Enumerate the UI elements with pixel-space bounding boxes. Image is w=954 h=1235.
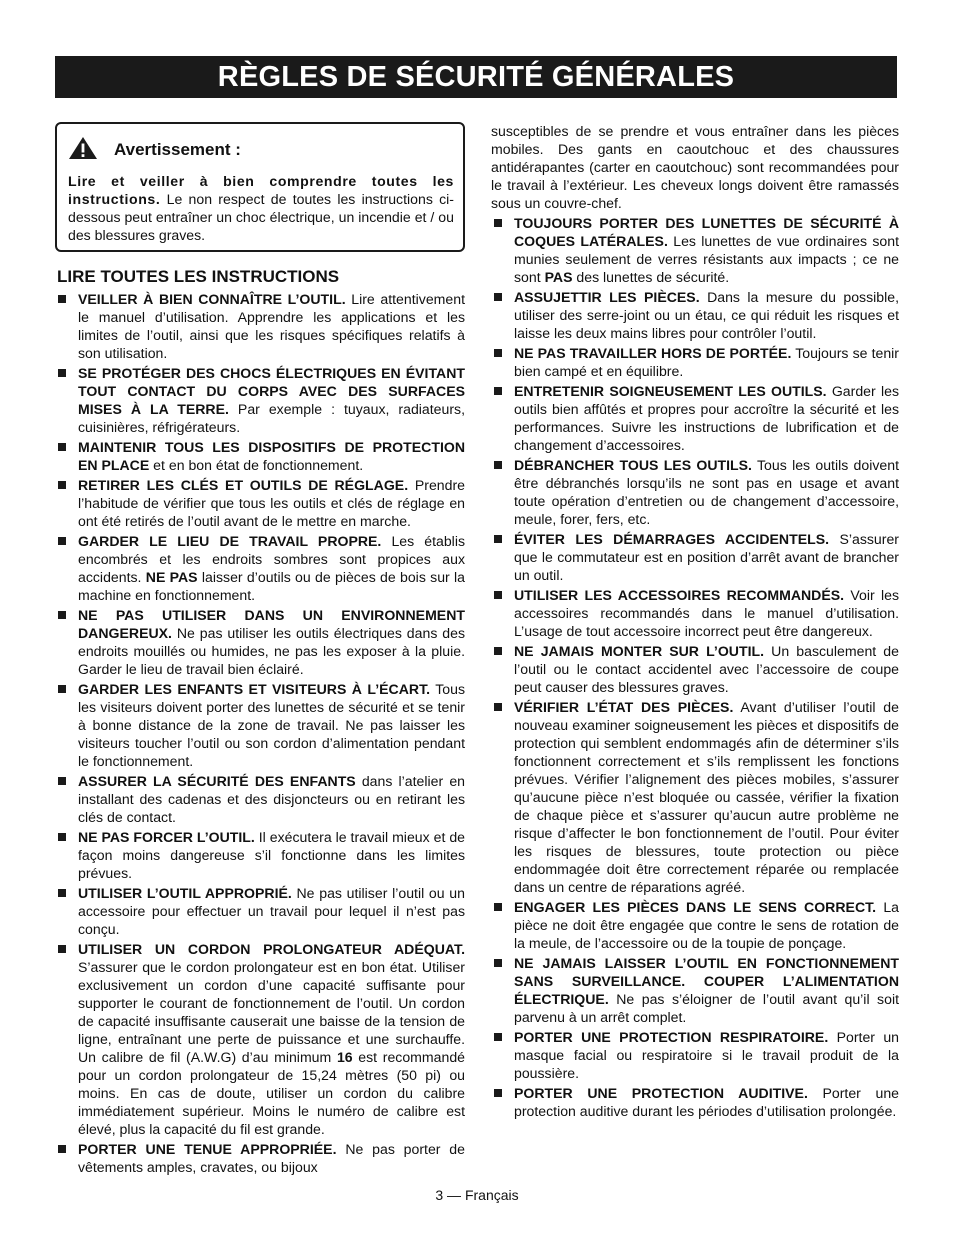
- left-rules-list: [55, 290, 465, 1176]
- rule-emphasis: 16: [336, 1049, 353, 1065]
- rule-text: Avant d’utiliser l’outil de nouveau examiner soigneusement les pièces et dispositifs de protection qui semblent endommagés afin de déterminer s’ils fonctionnent correctement et s’ils remplissent les fonctions prévues. Vérifier l’alignement des pièces mobiles, s’assurer qu’aucune pièce n’est bloquée ou cassée, vérifier la fixation de chaque pièce et s’assurer qu’aucun autre problème ne risque d’affecter le bon fonctionnement de l’outil. Pour éviter les risques de blessures, toute protection ou pièce endommagée doit être correctement réparée ou remplacée dans un centre de réparations agréé.: [514, 699, 899, 895]
- rule-lead: UTILISER UN CORDON PROLONGATEUR ADÉQUAT.: [78, 941, 465, 957]
- square-bullet-icon: [494, 591, 502, 599]
- rule-lead: NE PAS TRAVAILLER HORS DE PORTÉE.: [514, 345, 792, 361]
- rule-text: Par exemple : tuyaux, radiateurs, cuisinières, réfrigérateurs.: [78, 401, 465, 435]
- rule-text: Il exécutera le travail mieux et de façon moins dangereuse s’il fonctionne dans les limites prévues.: [78, 829, 465, 881]
- safety-rule: [55, 1140, 465, 1176]
- rule-lead: TOUJOURS PORTER DES LUNETTES DE SÉCURITÉ À COQUES LATÉRALES.: [514, 215, 899, 249]
- square-bullet-icon: [58, 945, 66, 953]
- rule-text: Ne pas utiliser l’outil ou un accessoire pour effectuer un travail pour lequel il n’est pas conçu.: [78, 885, 465, 937]
- rule-lead: ENTRETENIR SOIGNEUSEMENT LES OUTILS.: [514, 383, 827, 399]
- square-bullet-icon: [58, 833, 66, 841]
- rule-lead: PORTER UNE PROTECTION RESPIRATOIRE.: [514, 1029, 829, 1045]
- rule-lead: NE JAMAIS LAISSER L’OUTIL EN FONCTIONNEMENT SANS SURVEILLANCE. COUPER L’ALIMENTATION ÉLECTRIQUE.: [514, 955, 899, 1007]
- safety-rule: [491, 586, 899, 640]
- page-footer: 3 — Français: [435, 1187, 519, 1203]
- square-bullet-icon: [494, 1033, 502, 1041]
- rule-lead: MAINTENIR TOUS LES DISPOSITIFS DE PROTECTION EN PLACE: [78, 439, 465, 473]
- rule-text: Porter une protection auditive durant les périodes d’utilisation prolongée.: [514, 1085, 900, 1119]
- rule-emphasis: PAS: [544, 269, 573, 285]
- rule-text: Un basculement de l’outil ou le contact accidentel avec l’accessoire de coupe peut causer des blessures graves.: [514, 643, 899, 695]
- rule-lead: ÉVITER LES DÉMARRAGES ACCIDENTELS.: [514, 531, 830, 547]
- safety-rule: [491, 214, 899, 286]
- rule-lead: UTILISER L’OUTIL APPROPRIÉ.: [78, 885, 292, 901]
- square-bullet-icon: [494, 903, 502, 911]
- square-bullet-icon: [58, 481, 66, 489]
- safety-rule: [55, 884, 465, 938]
- rule-lead: SE PROTÉGER DES CHOCS ÉLECTRIQUES EN ÉVITANT TOUT CONTACT DU CORPS AVEC DES SURFACES MISES À LA TERRE.: [78, 365, 465, 417]
- safety-rule: [491, 698, 899, 896]
- rule-text: Les établis encombrés et les endroits sombres sont propices aux accidents.: [78, 533, 465, 585]
- warning-header: [68, 136, 454, 164]
- square-bullet-icon: [58, 685, 66, 693]
- square-bullet-icon: [494, 703, 502, 711]
- rule-lead: DÉBRANCHER TOUS LES OUTILS.: [514, 457, 752, 473]
- warning-body: Le non respect de toutes les instructions ci-dessous peut entraîner un choc électrique, un incendie et / ou des blessures graves.: [68, 191, 454, 243]
- rule-text: Prendre l’habitude de vérifier que tous les outils et clés de réglage en ont été retirés de l’outil avant de le mettre en marche.: [78, 477, 465, 529]
- rule-text: Porter un masque facial ou respiratoire si le travail produit de la poussière.: [514, 1029, 899, 1081]
- rule-text: Ne pas porter de vêtements amples, cravates, ou bijoux: [78, 1141, 465, 1175]
- square-bullet-icon: [58, 369, 66, 377]
- rule-text: Voir les accessoires recommandés dans le manuel d’utilisation. L’usage de tout accessoire incorrect peut être dangereux.: [514, 587, 899, 639]
- rule-lead: RETIRER LES CLÉS ET OUTILS DE RÉGLAGE.: [78, 477, 409, 493]
- rule-lead: PORTER UNE PROTECTION AUDITIVE.: [514, 1085, 808, 1101]
- safety-rule: [491, 382, 899, 454]
- rule-text: et en bon état de fonctionnement.: [149, 457, 364, 473]
- rule-lead: GARDER LES ENFANTS ET VISITEURS À L’ÉCART.: [78, 681, 431, 697]
- square-bullet-icon: [494, 349, 502, 357]
- rule-lead: ASSURER LA SÉCURITÉ DES ENFANTS: [78, 773, 356, 789]
- rule-text: S’assurer que le commutateur est en position d’arrêt avant de brancher un outil.: [514, 531, 899, 583]
- square-bullet-icon: [494, 293, 502, 301]
- warning-box: [55, 122, 465, 252]
- square-bullet-icon: [494, 1089, 502, 1097]
- square-bullet-icon: [58, 295, 66, 303]
- square-bullet-icon: [58, 537, 66, 545]
- safety-rule: [491, 456, 899, 528]
- safety-rule: [55, 532, 465, 604]
- rule-text: Tous les outils doivent être débranchés lorsqu’ils ne sont pas en usage et avant toute opération d’entretien ou de changement d’accessoire, meule, forer, fers, etc.: [514, 457, 899, 527]
- rule-text: La pièce ne doit être engagée que contre le sens de rotation de la meule, de l’accessoire ou de la toupie de ponçage.: [514, 899, 899, 951]
- page-title-bar: [55, 56, 897, 98]
- rule-text: Ne pas utiliser les outils électriques dans des endroits mouillés ou humides, ne pas les exposer à la pluie. Garder le lieu de travail bien éclairé.: [78, 625, 465, 677]
- rule-text: Les lunettes de vue ordinaires sont munies seulement de verres résistants aux impacts ; ce ne sont: [514, 233, 899, 285]
- square-bullet-icon: [494, 959, 502, 967]
- rule-text: dans l’atelier en installant des cadenas et des disjoncteurs ou en retirant les clés de contact.: [78, 773, 465, 825]
- safety-rule: [55, 940, 465, 1138]
- safety-rule: [55, 606, 465, 678]
- warning-text: [68, 172, 454, 244]
- left-column: [55, 122, 465, 1178]
- rule-text: Lire attentivement le manuel d’utilisation. Apprendre les applications et les limites de l’outil, ainsi que les risques spécifiques relatifs à son utilisation.: [78, 291, 465, 361]
- warning-title: Avertissement :: [114, 140, 241, 159]
- safety-rule: [55, 680, 465, 770]
- rule-text: des lunettes de sécurité.: [572, 269, 730, 285]
- rule-lead: ASSUJETTIR LES PIÈCES.: [514, 289, 700, 305]
- rule-lead: ENGAGER LES PIÈCES DANS LE SENS CORRECT.: [514, 899, 877, 915]
- square-bullet-icon: [58, 889, 66, 897]
- rule-lead: VEILLER À BIEN CONNAÎTRE L’OUTIL.: [78, 291, 346, 307]
- safety-rule: [491, 344, 899, 380]
- rule-lead: VÉRIFIER L’ÉTAT DES PIÈCES.: [514, 699, 734, 715]
- rule-text: Tous les visiteurs doivent porter des lunettes de sécurité et se tenir à bonne distance de la zone de travail. Ne pas laisser les visiteurs toucher l’outil ou son cordon d’alimentation pendant le fonctionnement.: [78, 681, 466, 769]
- rule-lead: NE PAS UTILISER DANS UN ENVIRONNEMENT DANGEREUX.: [78, 607, 465, 641]
- rule-text: est recommandé pour un cordon prolongateur de 15,24 mètres (50 pi) ou moins. En cas de doute, utiliser un cordon du calibre immédiatement supérieur. Moins le numéro de calibre est élevé, plus la capacité du fil est grande.: [78, 1049, 465, 1137]
- rule-lead: PORTER UNE TENUE APPROPRIÉE.: [78, 1141, 337, 1157]
- rule-lead: GARDER LE LIEU DE TRAVAIL PROPRE.: [78, 533, 382, 549]
- page-title: RÈGLES DE SÉCURITÉ GÉNÉRALES: [217, 60, 735, 93]
- rule-text: Ne pas s’éloigner de l’outil avant qu’il soit parvenu à un arrêt complet.: [514, 991, 899, 1025]
- section-heading: LIRE TOUTES LES INSTRUCTIONS: [57, 267, 340, 286]
- square-bullet-icon: [494, 535, 502, 543]
- warning-triangle-icon: [68, 136, 114, 164]
- right-rules-list: [491, 214, 899, 1120]
- rule-lead: UTILISER LES ACCESSOIRES RECOMMANDÉS.: [514, 587, 845, 603]
- safety-rule: [491, 530, 899, 584]
- square-bullet-icon: [58, 443, 66, 451]
- square-bullet-icon: [58, 611, 66, 619]
- safety-rule: [491, 898, 899, 952]
- rule-lead: NE JAMAIS MONTER SUR L’OUTIL.: [514, 643, 765, 659]
- continued-text: susceptibles de se prendre et vous entraîner dans les pièces mobiles. Des gants en caoutchouc et des chaussures antidérapantes (carter en caoutchouc) sont recommandées pour le travail à l’extérieur. Les cheveux longs doivent être ramassés sous un couvre-chef.: [491, 123, 899, 211]
- square-bullet-icon: [494, 461, 502, 469]
- square-bullet-icon: [58, 777, 66, 785]
- rule-text: laisser d’outils ou de pièces de bois sur la machine en fonctionnement.: [78, 569, 466, 603]
- safety-rule: [491, 642, 899, 696]
- safety-rule: [491, 954, 899, 1026]
- square-bullet-icon: [494, 219, 502, 227]
- square-bullet-icon: [58, 1145, 66, 1153]
- safety-rule: [55, 438, 465, 474]
- safety-rule: [491, 1028, 899, 1082]
- right-column: [491, 122, 899, 1122]
- rule-text: Dans la mesure du possible, utiliser des serre-joint ou un étau, ce qui réduit les risques et laisse les deux mains libres pour contrôler l’outil.: [514, 289, 900, 341]
- rule-emphasis: NE PAS: [145, 569, 198, 585]
- safety-rule: [55, 476, 465, 530]
- safety-rule: [55, 290, 465, 362]
- square-bullet-icon: [494, 647, 502, 655]
- rule-text: S’assurer que le cordon prolongateur est en bon état. Utiliser exclusivement un cordon d’une capacité suffisante pour supporter le courant de fonctionnement de l’outil. Un cordon de capacité insuffisante causerait une baisse de la tension de ligne, entraînant une perte de puissance et une surchauffe. Un calibre de fil (A.W.G) d’au minimum: [78, 959, 465, 1065]
- warning-lead: Lire et veiller à bien comprendre toutes les instructions.: [68, 173, 454, 207]
- square-bullet-icon: [494, 387, 502, 395]
- safety-rule: [55, 772, 465, 826]
- rule-lead: NE PAS FORCER L’OUTIL.: [78, 829, 255, 845]
- rule-text: Toujours se tenir bien campé et en équilibre.: [514, 345, 899, 379]
- rule-text: Garder les outils bien affûtés et propres pour accroître la sécurité et les performances. Suivre les instructions de lubrification et de changement d’accessoires.: [514, 383, 899, 453]
- safety-rule: [491, 1084, 899, 1120]
- safety-rule: [491, 288, 899, 342]
- safety-rule: [55, 364, 465, 436]
- safety-rule: [55, 828, 465, 882]
